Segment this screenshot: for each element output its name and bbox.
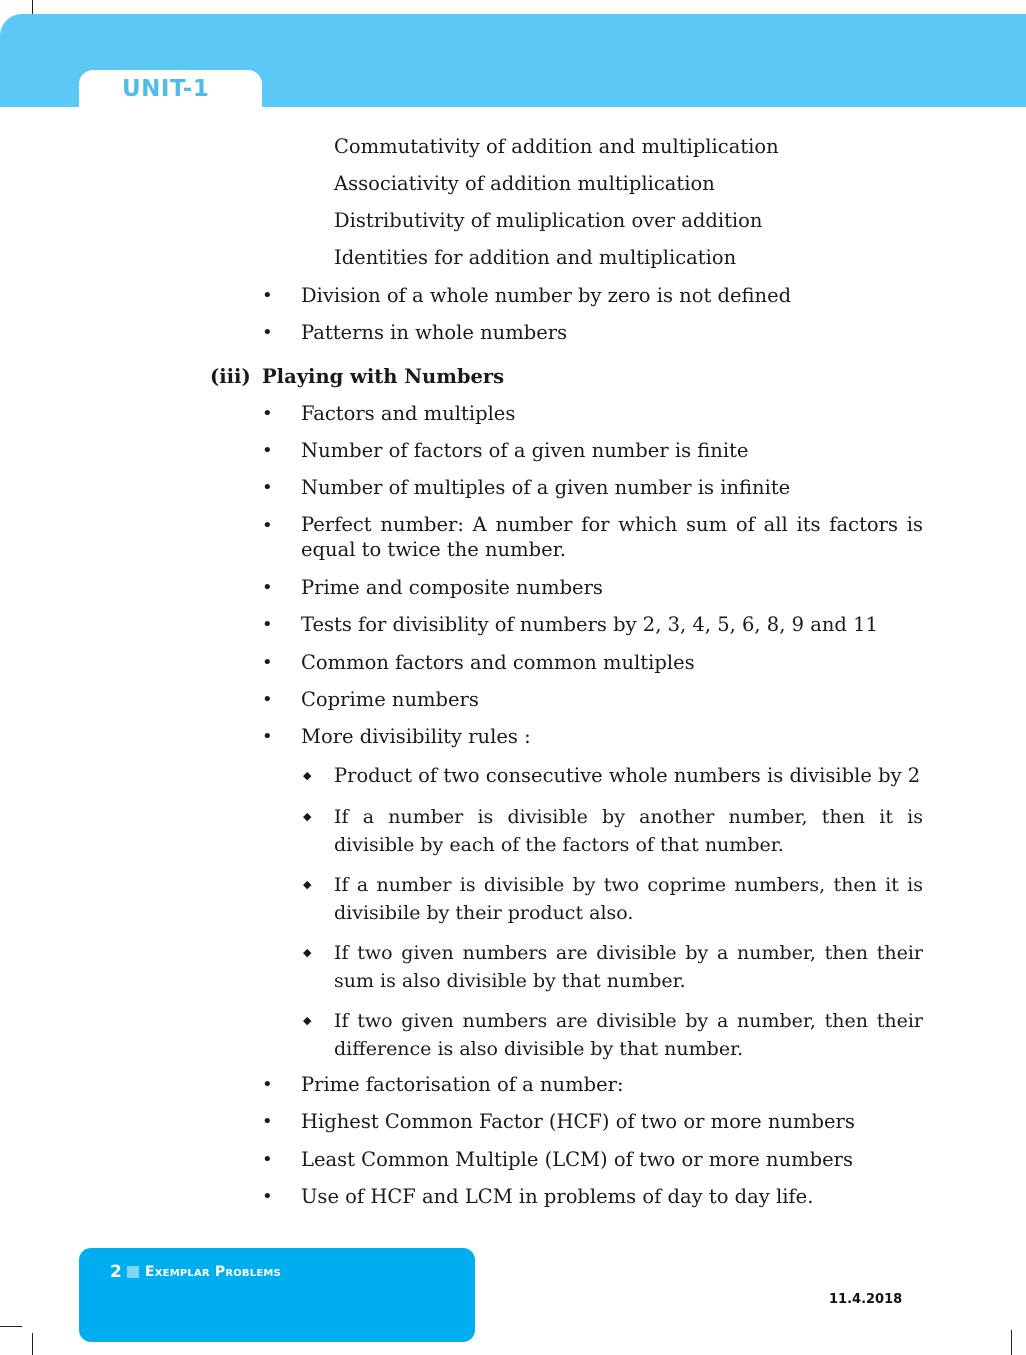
bullet-text: Highest Common Factor (HCF) of two or more numbers — [301, 1110, 855, 1133]
bullet-text: Number of factors of a given number is finite — [301, 439, 749, 462]
bullet-icon: • — [262, 515, 273, 536]
bullet-icon: • — [262, 403, 273, 424]
bullet-text: Use of HCF and LCM in problems of day to day life. — [301, 1185, 814, 1208]
sub-rule-text: If a number is divisible by two coprime numbers, then it is divisibile by their product also. — [334, 874, 923, 924]
bullet-text: Least Common Multiple (LCM) of two or more numbers — [301, 1148, 853, 1171]
sub-rule-text: If two given numbers are divisible by a number, then their difference is also divisible by that number. — [334, 1010, 923, 1060]
diamond-bullet-icon: ◆ — [303, 769, 312, 782]
bullet-icon: • — [262, 440, 273, 461]
bullet-text: Prime factorisation of a number: — [301, 1073, 624, 1096]
bullet-text: Coprime numbers — [301, 688, 479, 711]
bullet-icon: • — [262, 285, 273, 306]
page-number: 2 — [110, 1262, 122, 1282]
list-item: Identities for addition and multiplication — [334, 246, 737, 269]
diamond-bullet-icon: ◆ — [303, 878, 312, 891]
sub-rule-text: If two given numbers are divisible by a number, then their sum is also divisible by that number. — [334, 942, 923, 992]
unit-label: UNIT-1 — [122, 76, 210, 102]
diamond-bullet-icon: ◆ — [303, 1014, 312, 1027]
bullet-icon: • — [262, 1186, 273, 1207]
print-date: 11.4.2018 — [829, 1292, 903, 1307]
bullet-icon: • — [262, 322, 273, 343]
sub-rule-text: If a number is divisible by another number, then it is divisible by each of the factors of that number. — [334, 806, 923, 856]
crop-mark-bottom-left-horizontal — [0, 1326, 22, 1327]
footer-band — [79, 1248, 475, 1342]
book-title: Exemplar Problems — [145, 1264, 281, 1280]
bullet-text: Perfect number: A number for which sum of all its factors is equal to twice the number. — [301, 513, 923, 561]
bullet-icon: • — [262, 1074, 273, 1095]
bullet-text: Division of a whole number by zero is not defined — [301, 284, 792, 307]
bullet-icon: • — [262, 652, 273, 673]
bullet-icon: • — [262, 1111, 273, 1132]
crop-mark-bottom-left-vertical — [32, 1333, 33, 1355]
bullet-text: More divisibility rules : — [301, 725, 531, 748]
bullet-icon: • — [262, 577, 273, 598]
sub-rule-text: Product of two consecutive whole numbers is divisible by 2 — [334, 764, 921, 787]
crop-mark-bottom-right — [1011, 1330, 1012, 1355]
list-item: Associativity of addition multiplication — [334, 172, 715, 195]
section-title: Playing with Numbers — [262, 365, 505, 388]
bullet-text: Factors and multiples — [301, 402, 516, 425]
bullet-text: Number of multiples of a given number is infinite — [301, 476, 791, 499]
square-separator-icon — [127, 1266, 139, 1278]
bullet-text: Prime and composite numbers — [301, 576, 603, 599]
diamond-bullet-icon: ◆ — [303, 810, 312, 823]
bullet-icon: • — [262, 689, 273, 710]
diamond-bullet-icon: ◆ — [303, 946, 312, 959]
bullet-icon: • — [262, 726, 273, 747]
bullet-icon: • — [262, 614, 273, 635]
list-item: Commutativity of addition and multiplication — [334, 135, 779, 158]
bullet-icon: • — [262, 1149, 273, 1170]
section-number: (iii) — [210, 365, 251, 388]
bullet-icon: • — [262, 477, 273, 498]
bullet-text: Tests for divisiblity of numbers by 2, 3, 4, 5, 6, 8, 9 and 11 — [301, 613, 878, 636]
bullet-text: Common factors and common multiples — [301, 651, 695, 674]
list-item: Distributivity of muliplication over addition — [334, 209, 763, 232]
bullet-text: Patterns in whole numbers — [301, 321, 568, 344]
